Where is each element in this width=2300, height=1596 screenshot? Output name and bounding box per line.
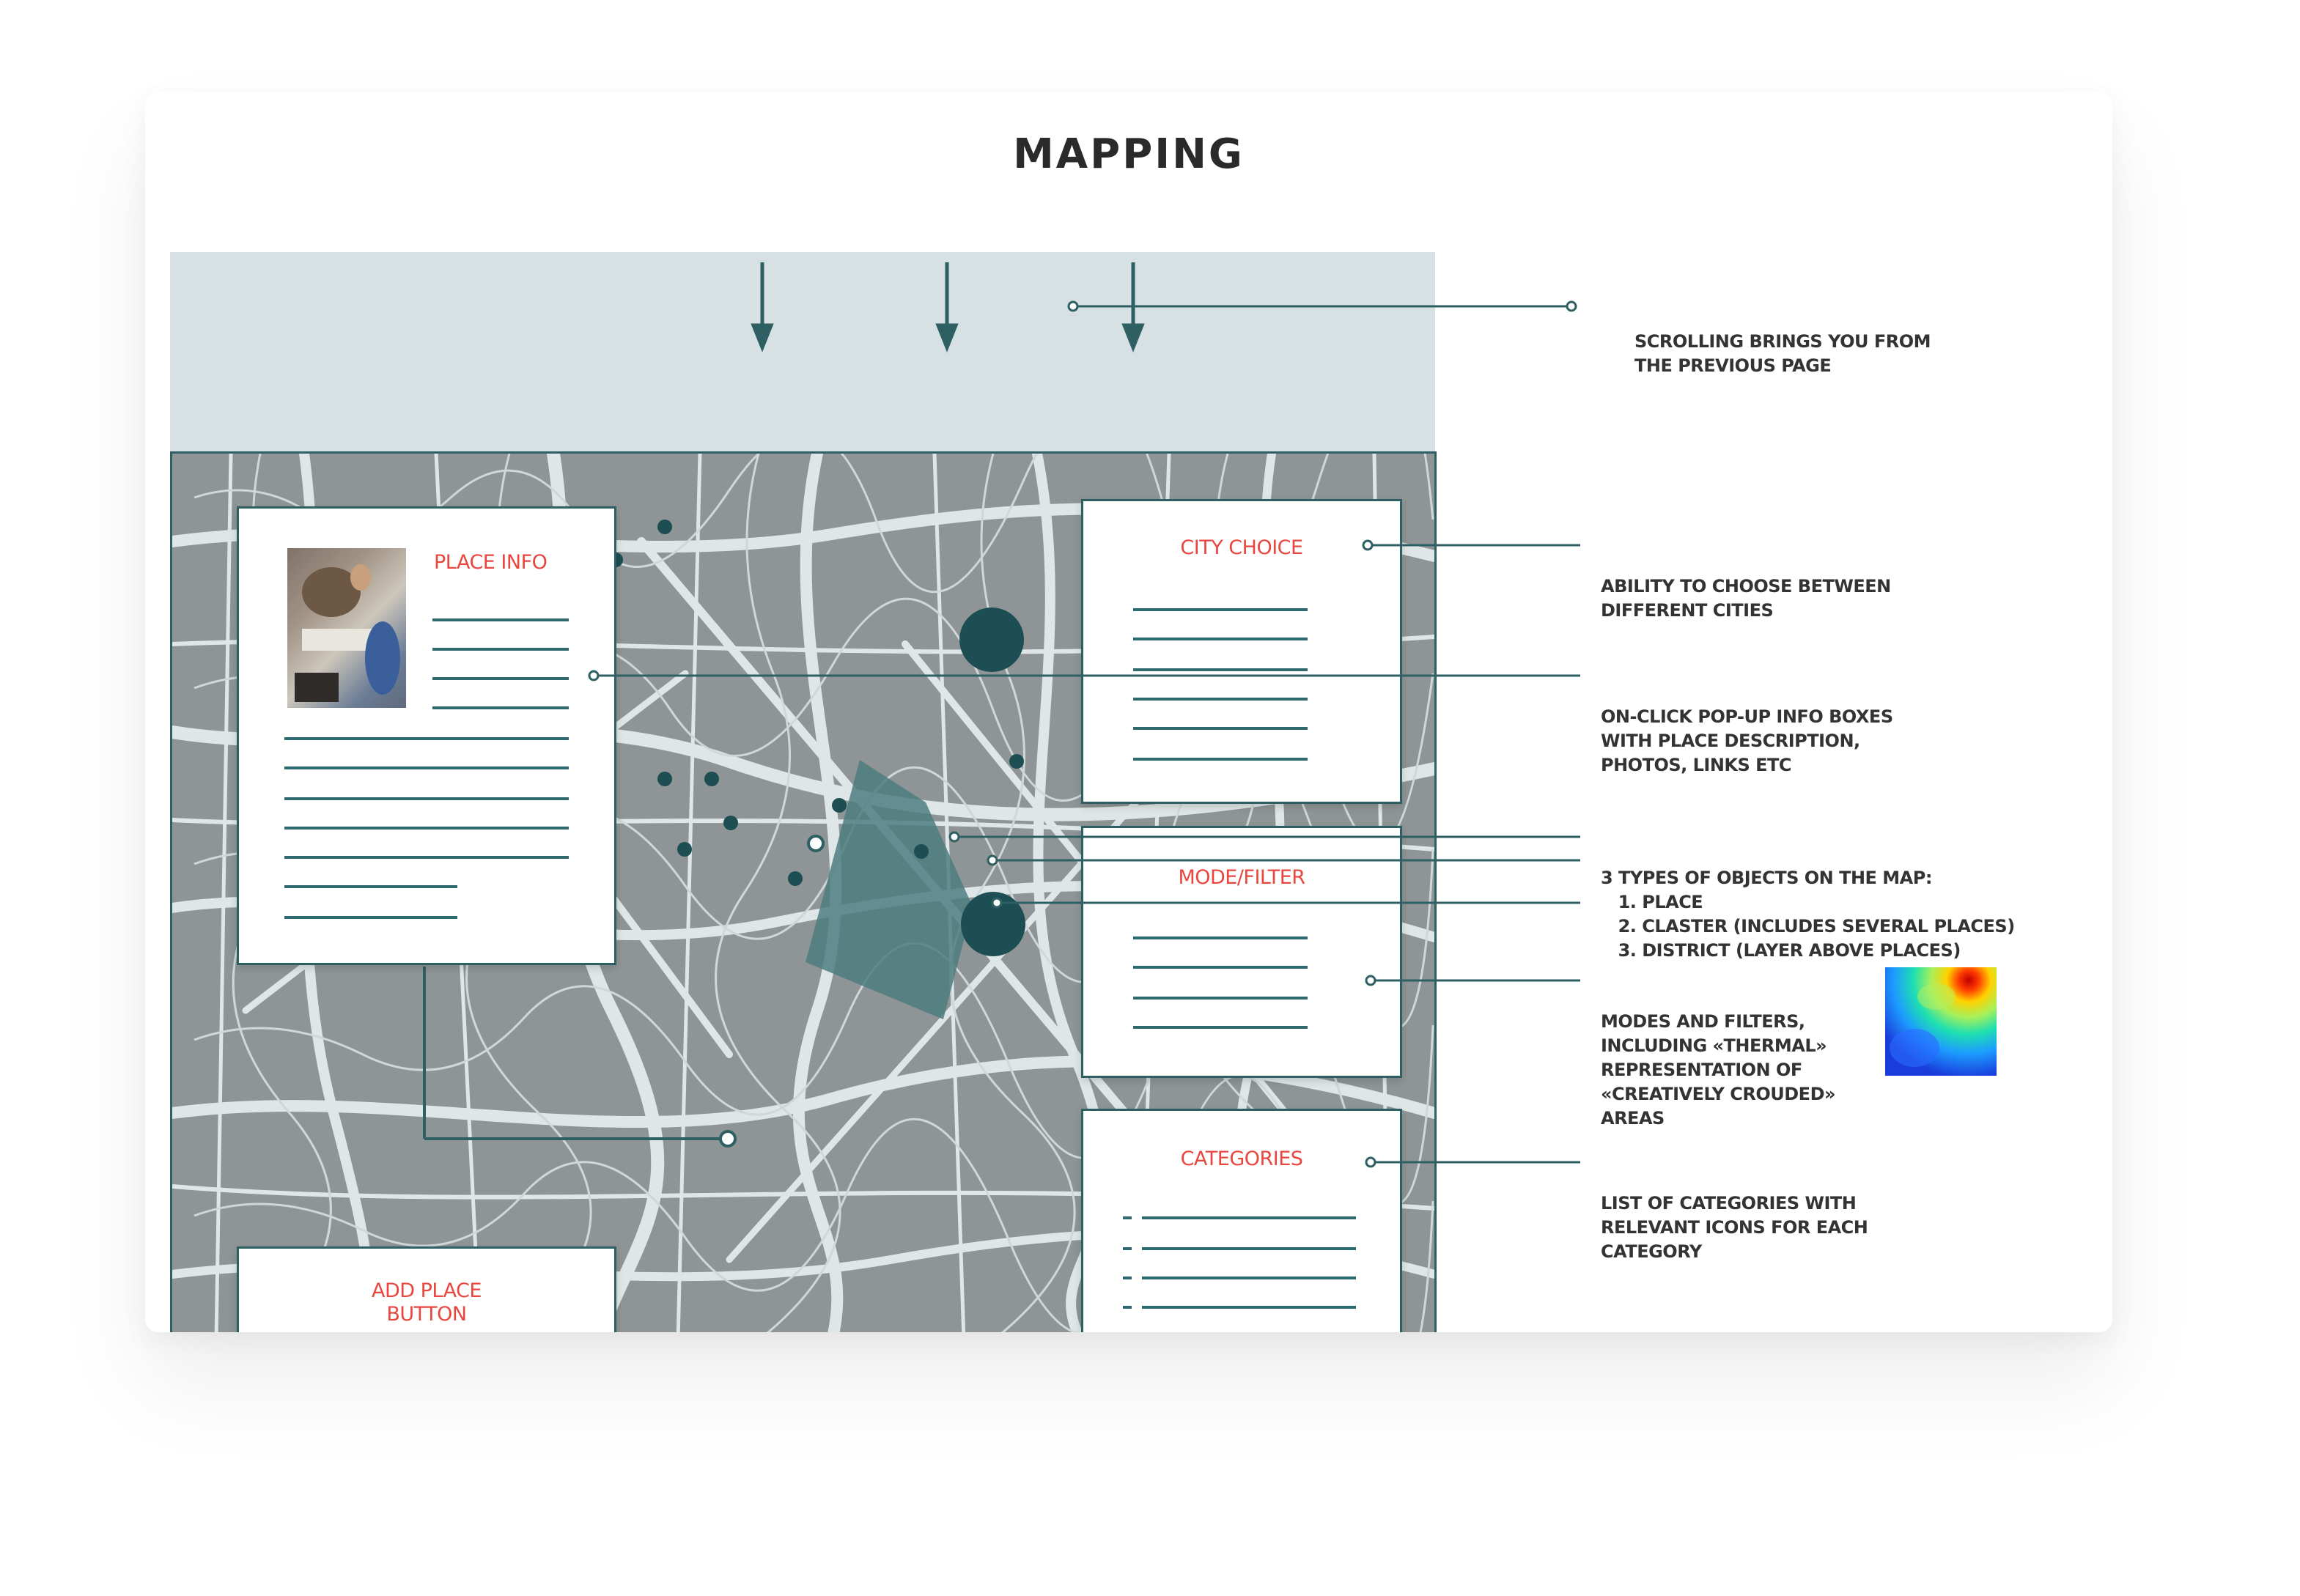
mode-filter-title: MODE/FILTER <box>1178 866 1305 889</box>
categories-title: CATEGORIES <box>1180 1148 1303 1170</box>
note-city: ABILITY TO CHOOSE BETWEEN DIFFERENT CITIES <box>1601 576 1891 621</box>
add-place-label-2: BUTTON <box>386 1303 467 1326</box>
note-scrolling: SCROLLING BRINGS YOU FROM THE PREVIOUS PAGE <box>1634 331 1931 376</box>
note-modes: MODES AND FILTERS, INCLUDING «THERMAL» REPRESENTATION OF «CREATIVELY CROUDED» AREAS <box>1601 1011 1835 1128</box>
add-place-label-1: ADD PLACE <box>372 1279 482 1302</box>
thermal-heatmap-icon <box>1885 967 1997 1076</box>
place-info-title: PLACE INFO <box>434 551 548 574</box>
city-choice-title: CITY CHOICE <box>1180 536 1303 559</box>
note-objects: 3 TYPES OF OBJECTS ON THE MAP: 1. PLACE 2. CLASTER (INCLUDES SEVERAL PLACES) 3. DISTRICT (LAYER ABOVE PLACES) <box>1601 868 2015 961</box>
page-title: MAPPING <box>1013 130 1245 178</box>
note-categories: LIST OF CATEGORIES WITH RELEVANT ICONS FOR EACH CATEGORY <box>1601 1193 1868 1262</box>
note-popup: ON-CLICK POP-UP INFO BOXES WITH PLACE DESCRIPTION, PHOTOS, LINKS ETC <box>1601 706 1893 775</box>
mapping-card <box>145 92 2112 1332</box>
